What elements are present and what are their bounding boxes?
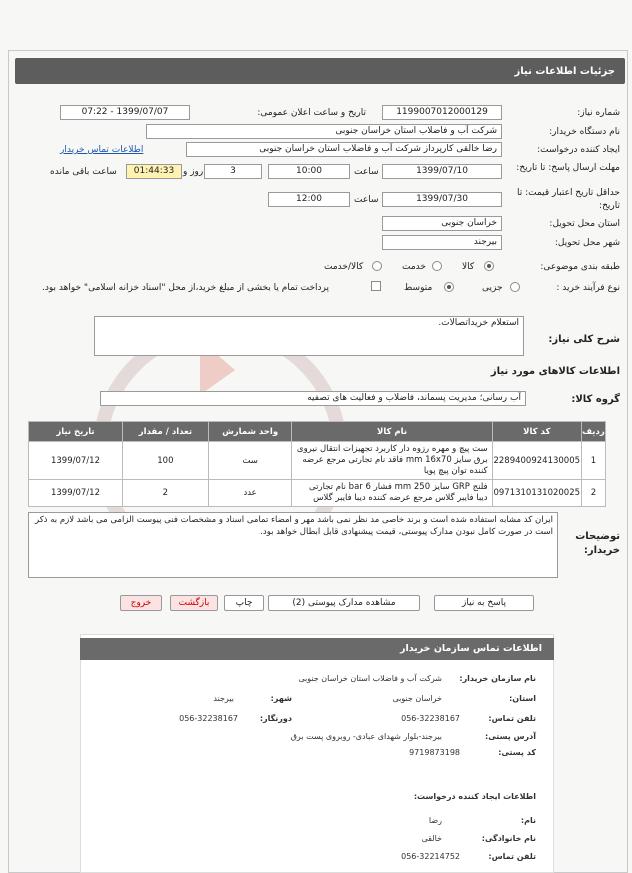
need-number-field: 1199007012000129 bbox=[382, 105, 502, 120]
buyer-contact-link[interactable]: اطلاعات تماس خریدار bbox=[60, 145, 144, 155]
process-medium-radio[interactable] bbox=[444, 282, 454, 292]
contact-postal-label: کد پستی: bbox=[498, 748, 536, 757]
creator-first-name-label: نام: bbox=[520, 816, 536, 825]
buyer-notes-field: ایران کد مشابه استفاده شده است و برند خاصی مد نظر نمی باشد مهر و امضاء تمامی اسناد و مشخصات فنی پیوست الزامی می باشد لازم به ذکر است در صورت کامل نبودن مدارک پیوستی، قیمت پیشنهادی قابل ابطال خواهد بود. bbox=[28, 512, 558, 578]
table-header-row bbox=[29, 422, 606, 442]
contact-fax: 056-32238167 bbox=[179, 714, 238, 723]
category-goods-label: کالا bbox=[462, 262, 475, 272]
validity-label: حداقل تاریخ اعتبار قیمت: تا تاریخ: bbox=[517, 188, 620, 211]
treasury-checkbox[interactable] bbox=[371, 281, 381, 291]
creator-phone: 056-32214752 bbox=[401, 852, 460, 861]
contact-card-title: اطلاعات تماس سازمان خریدار bbox=[80, 638, 554, 660]
creator-first-name: رضا bbox=[428, 816, 442, 825]
remaining-label: ساعت باقی مانده bbox=[50, 167, 117, 177]
attachments-button[interactable]: مشاهده مدارک پیوستی (2) bbox=[268, 595, 420, 611]
days-label: روز و bbox=[183, 167, 204, 177]
back-button[interactable]: بازگشت bbox=[170, 595, 218, 611]
province-label: استان محل تحویل: bbox=[549, 219, 620, 229]
cell-qty: 2 bbox=[122, 480, 208, 507]
creator-phone-label: تلفن تماس: bbox=[488, 852, 536, 861]
reply-button[interactable]: پاسخ به نیاز bbox=[434, 595, 534, 611]
buyer-notes-label: توضیحات خریدار: bbox=[575, 531, 620, 556]
buyer-org-field: شرکت آب و فاضلاب استان خراسان جنوبی bbox=[146, 124, 502, 139]
cell-code: 0971310131020025 bbox=[492, 480, 581, 507]
announce-label: تاریخ و ساعت اعلان عمومی: bbox=[257, 108, 366, 118]
items-table bbox=[28, 421, 606, 507]
cell-date: 1399/07/12 bbox=[29, 480, 123, 507]
goods-group-label: گروه کالا: bbox=[571, 394, 620, 405]
desc-label: شرح کلی نیاز: bbox=[548, 334, 620, 345]
deadline-time-field: 10:00 bbox=[268, 164, 350, 179]
province-field: خراسان جنوبی bbox=[382, 216, 502, 231]
category-both-radio[interactable] bbox=[372, 261, 382, 271]
table-row[interactable] bbox=[29, 442, 606, 480]
contact-address-label: آدرس پستی: bbox=[485, 732, 536, 741]
process-partial-label: جزیی bbox=[482, 283, 503, 293]
validity-date-field: 1399/07/30 bbox=[382, 192, 502, 207]
process-medium-label: متوسط bbox=[404, 283, 433, 293]
contact-phone: 056-32238167 bbox=[401, 714, 460, 723]
process-label: نوع فرآیند خرید : bbox=[556, 283, 620, 293]
contact-fax-label: دورنگار: bbox=[259, 714, 292, 723]
category-service-label: خدمت bbox=[402, 262, 426, 272]
city-field: بیرجند bbox=[382, 235, 502, 250]
goods-info-title: اطلاعات کالاهای مورد نیاز bbox=[490, 366, 620, 377]
exit-button[interactable]: خروج bbox=[120, 595, 162, 611]
deadline-label: مهلت ارسال پاسخ: تا تاریخ: bbox=[516, 163, 620, 173]
process-partial-radio[interactable] bbox=[510, 282, 520, 292]
desc-field: استعلام خریداتصالات. bbox=[94, 316, 524, 356]
creator-field: رضا خالقی کارپرداز شرکت آب و فاضلاب استان خراسان جنوبی bbox=[186, 142, 502, 157]
contact-city: بیرجند bbox=[213, 694, 234, 703]
contact-province-label: استان: bbox=[509, 694, 536, 703]
validity-time-label: ساعت bbox=[354, 195, 379, 205]
days-field: 3 bbox=[204, 164, 262, 179]
need-number-label: شماره نیاز: bbox=[577, 108, 620, 118]
contact-org-label: نام سازمان خریدار: bbox=[459, 674, 536, 683]
print-button[interactable]: چاپ bbox=[224, 595, 264, 611]
col-date: تاریخ نیاز bbox=[29, 422, 123, 442]
contact-city-label: شهر: bbox=[270, 694, 292, 703]
cell-name: فلنج GRP سایز mm 250 فشار bar 6 نام تجارتی دیبا فایبر گلاس مرجع عرضه کننده دیبا فایبر گلاس bbox=[292, 480, 492, 507]
category-goods-radio[interactable] bbox=[484, 261, 494, 271]
goods-group-field: آب رسانی؛ مدیریت پسماند، فاضلاب و فعالیت های تصفیه bbox=[100, 391, 526, 406]
validity-time-field: 12:00 bbox=[268, 192, 350, 207]
cell-row: 2 bbox=[581, 480, 605, 507]
col-unit: واحد شمارش bbox=[208, 422, 292, 442]
col-code: کد کالا bbox=[492, 422, 581, 442]
cell-unit: عدد bbox=[208, 480, 292, 507]
col-qty: تعداد / مقدار bbox=[122, 422, 208, 442]
cell-name: ست پیچ و مهره رزوه دار کاربرد تجهیزات انتقال نیروی برق سایز mm 16x70 فاقد نام تجارتی مرجع عرضه کننده توان پیچ پویا bbox=[292, 442, 492, 480]
creator-last-name-label: نام خانوادگی: bbox=[481, 834, 536, 843]
col-name: نام کالا bbox=[292, 422, 492, 442]
cell-code: 2289400924130005 bbox=[492, 442, 581, 480]
contact-province: خراسان جنوبی bbox=[392, 694, 442, 703]
col-row: ردیف bbox=[581, 422, 605, 442]
city-label: شهر محل تحویل: bbox=[554, 238, 620, 248]
category-label: طبقه بندی موضوعی: bbox=[540, 262, 620, 272]
contact-address: بیرجند-بلوار شهدای عبادی- روبروی پست برق bbox=[290, 732, 442, 741]
deadline-time-label: ساعت bbox=[354, 167, 379, 177]
contact-phone-label: تلفن تماس: bbox=[488, 714, 536, 723]
table-row[interactable] bbox=[29, 480, 606, 507]
remaining-time-field: 01:44:33 bbox=[126, 164, 182, 179]
cell-qty: 100 bbox=[122, 442, 208, 480]
buyer-org-label: نام دستگاه خریدار: bbox=[549, 127, 620, 137]
cell-date: 1399/07/12 bbox=[29, 442, 123, 480]
creator-last-name: خالقی bbox=[421, 834, 442, 843]
deadline-date-field: 1399/07/10 bbox=[382, 164, 502, 179]
cell-unit: ست bbox=[208, 442, 292, 480]
category-service-radio[interactable] bbox=[432, 261, 442, 271]
page-title: جزئیات اطلاعات نیاز bbox=[15, 58, 625, 84]
creator-label: ایجاد کننده درخواست: bbox=[537, 145, 620, 155]
announce-field: 1399/07/07 - 07:22 bbox=[60, 105, 190, 120]
category-both-label: کالا/خدمت bbox=[324, 262, 364, 272]
contact-postal: 9719873198 bbox=[409, 748, 460, 757]
payment-note: پرداخت تمام یا بخشی از مبلغ خرید،از محل "اسناد خزانه اسلامی" خواهد بود. bbox=[42, 283, 330, 293]
creator-info-title: اطلاعات ایجاد کننده درخواست: bbox=[413, 792, 536, 801]
cell-row: 1 bbox=[581, 442, 605, 480]
contact-org: شرکت آب و فاضلاب استان خراسان جنوبی bbox=[298, 674, 442, 683]
